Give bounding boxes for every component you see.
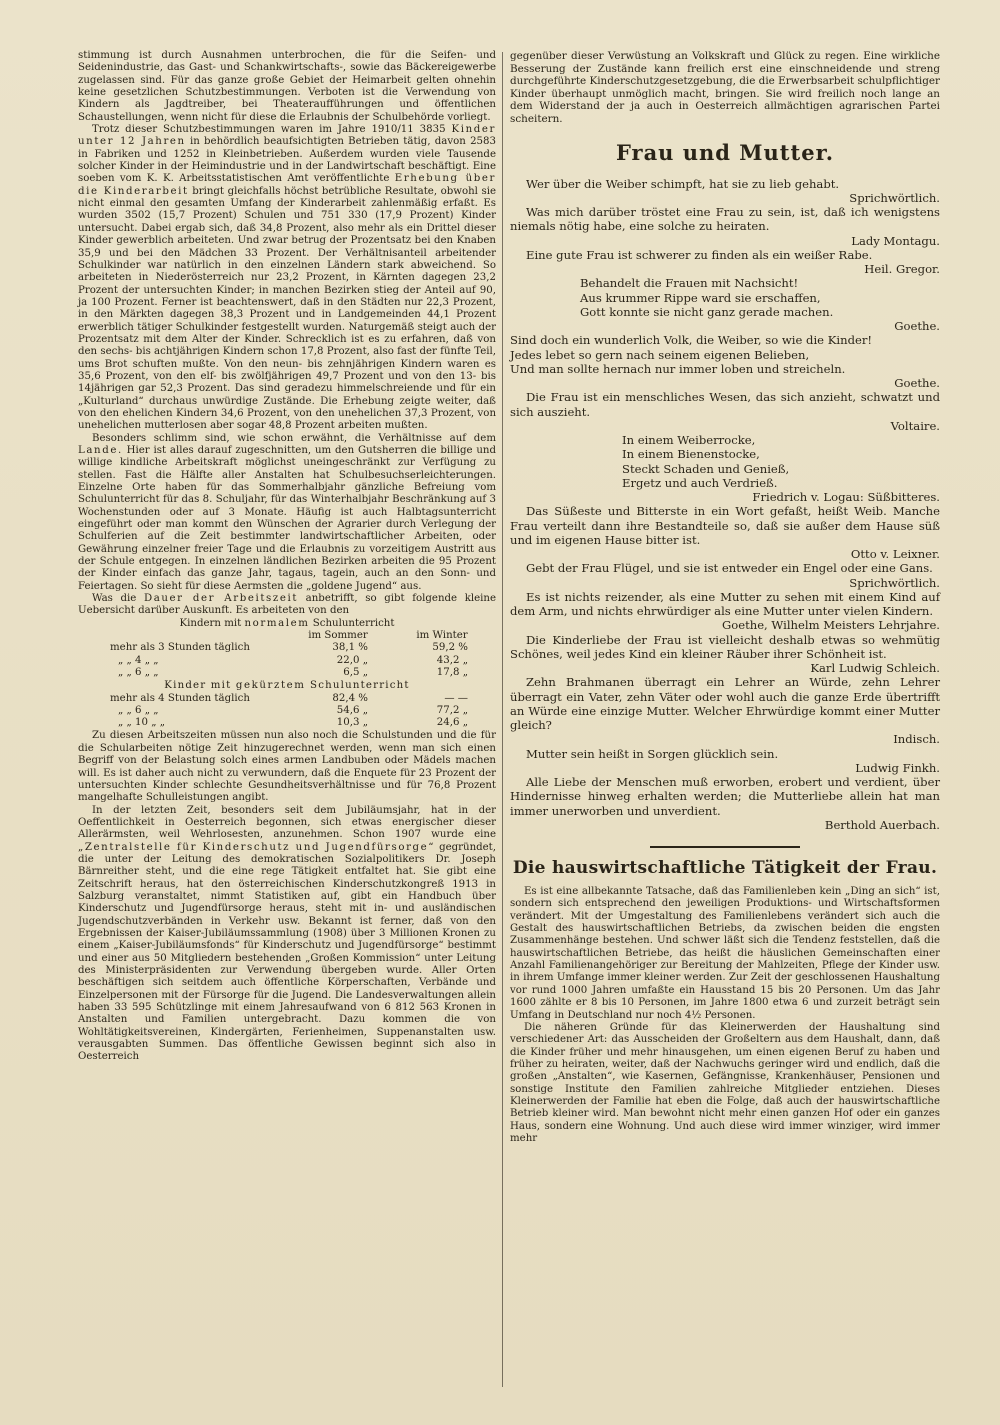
winter-value: — — — [444, 692, 468, 704]
quote-text: Wer über die Weiber schimpft, hat sie zu lieb gehabt. — [526, 176, 840, 191]
row-label: mehr als 4 Stunden täglich — [110, 692, 250, 704]
verse-line: Jedes lebet so gern nach seinem eigenen Belieben, — [510, 347, 810, 362]
verse-line: Und man sollte hernach nur immer loben und streicheln. — [510, 361, 846, 376]
article-paragraph — [78, 433, 496, 593]
quote-attribution: Goethe. — [894, 376, 940, 391]
emphasis-text: Kinder unter 12 Jahren — [78, 124, 496, 148]
quote-attribution: Sprichwörtlich. — [849, 190, 940, 205]
row-label: mehr als 3 Stunden täglich — [110, 642, 250, 654]
verse-line: In einem Weiberrocke, — [622, 433, 756, 448]
caption-text: Kindern mit — [179, 617, 242, 629]
table-header-cell — [78, 630, 288, 642]
emphasis-text: Erhebung über die Kinderarbeit — [78, 173, 496, 197]
verse-line: In einem Bienenstocke, — [622, 447, 760, 462]
text-run: anbetrifft, so gibt folgende kleine Uebersicht darüber Auskunft. Es arbeiteten von den — [78, 593, 496, 617]
emphasis-text: „Zentralstelle für Kinderschutz und Jugendfürsorge“ — [78, 841, 436, 853]
left-column — [78, 50, 496, 1064]
verse-block — [510, 433, 940, 490]
quote-attribution: Friedrich v. Logau: Süßbitteres. — [752, 490, 940, 505]
quote-text: Die Kinderliebe der Frau ist vielleicht deshalb etwas so wehmütig Schönes, weil jedes Kind ein kleiner Räuber ihrer Schönheit ist. — [510, 632, 940, 661]
article-paragraph — [78, 805, 496, 1064]
verse-line: Gott konnte sie nicht ganz gerade machen. — [580, 304, 834, 319]
article-paragraph: Zu diesen Arbeitszeiten müssen nun also noch die Schulstunden und die für die Schularbeiten nötige Zeit hinzugerechnet werden, wenn man sich einen Begriff von der Belastung solch eines armen Landbuben oder Mädels machen will. Es ist daher auch nicht zu verwundern, daß die Enquete für 23 Prozent der untersuchten Kinder schlechte Gesundheitsverhältnisse und für 76,8 Prozent mangelhafte Schulleistungen angibt. — [78, 730, 496, 804]
quote-attribution: Heil. Gregor. — [864, 262, 940, 277]
article-paragraph: Es ist eine allbekannte Tatsache, daß das Familienleben kein „Ding an sich“ ist, sondern sich entsprechend den jeweiligen Produktions- und Wirtschaftsformen verändert. Mit der Umgestaltung des Familienlebens verändert sich auch die Gestalt des hauswirtschaftlichen Betriebs, da zwischen beiden die engsten Zusammenhänge bestehen. Und schwer läßt sich die Tendenz feststellen, daß die hauswirtschaftlichen Betriebe, das heißt die häuslichen Gemeinschaften einer Anzahl Familienangehöriger zur Bereitung der Mahlzeiten, Pflege der Kinder usw. in ihrem Umfange immer kleiner werden. Zur Zeit der geschlossenen Haushaltung vor rund 1000 Jahren umfaßte ein Hausstand 15 bis 20 Personen. Um das Jahr 1600 zählte er 8 bis 10 Personen, im Jahre 1800 etwa 6 und zurzeit beträgt sein Umfang in Deutschland nur noch 4½ Personen. — [510, 886, 940, 1021]
winter-value: 77,2 „ — [436, 704, 468, 716]
table-caption — [78, 680, 496, 692]
row-label: „ „ 10 „ „ — [118, 717, 166, 729]
row-label: „ „ 4 „ „ — [118, 654, 159, 666]
section-title-frau-und-mutter: Frau und Mutter. — [615, 139, 835, 165]
row-label: „ „ 6 „ „ — [118, 667, 159, 678]
row-label: „ „ 6 „ „ — [118, 704, 159, 716]
quote-text: Mutter sein heißt in Sorgen glücklich sein. — [526, 746, 779, 761]
table-caption — [78, 618, 496, 630]
caption-text: Kinder mit — [164, 680, 232, 692]
table-header-row — [78, 630, 496, 642]
table-header-summer: im Sommer — [308, 630, 368, 642]
quote-attribution: Karl Ludwig Schleich. — [810, 661, 940, 676]
text-run: Besonders schlimm sind, wie schon erwähnt, die Verhältnisse auf dem — [92, 432, 496, 444]
quote-text: Gebt der Frau Flügel, und sie ist entweder ein Engel oder eine Gans. — [526, 561, 933, 576]
winter-value: 17,8 „ — [436, 667, 468, 678]
quote-attribution: Voltaire. — [890, 418, 940, 433]
caption-text: Schulunterricht — [312, 617, 395, 629]
text-run: bringt gleichfalls höchst betrübliche Resultate, obwohl sie nicht einmal den gesamten Umfang der Kinderarbeit zahlenmäßig erfaßt. Es wurden 3502 (15,7 Prozent) Schulen und 751 330 (17,9 Prozent) Kinder untersucht. Dabei ergab sich, daß 34,8 Prozent, also mehr als ein Drittel dieser Kinder gewerblich arbeiteten. Und zwar betrug der Prozentsatz bei den Knaben 35,9 und bei den Mädchen 33 Prozent. Der Verhältnisanteil arbeitender Schulkinder war natürlich in den einzelnen Ländern stark abweichend. So arbeiteten in Niederösterreich nur 23,2 Prozent, in Kärnten dagegen 23,2 Prozent der untersuchten Kinder; in manchen Bezirken stieg der Anteil auf 90, ja 100 Prozent. Ferner ist beachtenswert, daß in den Städten nur 22,3 Prozent, in den Märkten dagegen 38,3 Prozent und in Landgemeinden 44,1 Prozent erwerblich tätiger Schulkinder festgestellt wurden. Naturgemäß steigt auch der Prozentsatz mit dem Alter der Kinder. Schrecklich ist es zu erfahren, daß von den sechs- bis achtjährigen Kindern schon 17,8 Prozent, also fast der fünfte Teil, ums Brot schuften mußte. Von den neun- bis zehnjährigen Kindern waren es 35,6 Prozent, von den elf- bis zwölfjährigen 49,7 Prozent und von den 13- bis 14jährigen gar 52,3 Prozent. Das sind geradezu himmelschreiende und für ein „Kulturland“ durchaus unwürdige Zustände. Die Erhebung zeigte weiter, daß von den ehelichen Kindern 34,6 Prozent, von den unehelichen 37,3 Prozent, von unehelichen mutterlosen aber sogar 48,8 Prozent arbeiten mußten. — [78, 185, 496, 432]
caption-emphasis: gekürztem — [235, 680, 306, 692]
table-row — [78, 667, 496, 679]
article-paragraph — [78, 124, 496, 433]
caption-text: Schulunterricht — [310, 680, 410, 692]
article-paragraph — [78, 593, 496, 618]
article-paragraph: stimmung ist durch Ausnahmen unterbrochen, die für die Seifen- und Seidenindustrie, das Gast- und Schankwirtschafts-, sowie das Bäckereigewerbe zugelassen sind. Für das ganze große Gebiet der Heimarbeit gelten ohnehin keine gesetzlichen Schutzbestimmungen. Verboten ist die Verwendung von Kindern als Jagdtreiber, bei Theateraufführungen und öffentlichen Schaustellungen, wenn nicht für diese die Erlaubnis der Schulbehörde vorliegt. — [78, 50, 496, 123]
summer-value: 10,3 „ — [336, 717, 368, 729]
text-run: Hier ist alles darauf zugeschnitten, um den Gutsherren die billige und willige kindliche Arbeitskraft möglichst uneingeschränkt zur Verfügung zu stellen. Fast die Hälfte aller Anstalten hat Schulbesuchserleichterungen. Einzelne Orte haben für das Sommerhalbjahr gänzliche Befreiung vom Schulunterricht für das 8. Schuljahr, für das Winterhalbjahr Beschränkung auf 3 Wochenstunden oder auf 3 Monate. Häufig ist auch Halbtagsunterricht eingeführt oder man kommt den Wünschen der Agrarier durch Verlegung der Schulferien auf die Zeit bestimmter landwirtschaftlicher Arbeiten, oder Gewährung einzelner freier Tage und die Erlaubnis zu vorzeitigem Austritt aus der Schule entgegen. In einzelnen ländlichen Bezirken arbeiten die 95 Prozent der Kinder einfach das ganze Jahr, tagaus, tagein, auch an den Sonn- und Feiertagen. So sieht für diese Aermsten die „goldene Jugend“ aus. — [78, 445, 496, 592]
winter-value: 24,6 „ — [436, 717, 468, 729]
article-continuation: gegenüber dieser Verwüstung an Volkskraft und Glück zu regen. Eine wirkliche Besserung der Zustände kann freilich erst eine einschneidende und streng durchgeführte Kinderschutzgesetzgebung, die die Erwerbsarbeit schulpflichtiger Kinder überhaupt unmöglich macht, bringen. Sie wird freilich noch lange an dem Widerstand der ja auch in Oesterreich allmächtigen agrarischen Partei scheitern. — [510, 50, 940, 125]
verse-line: Steckt Schaden und Genieß, — [622, 461, 790, 476]
summer-value: 6,5 „ — [343, 667, 368, 678]
text-run: gegründet, die unter der Leitung des demokratischen Sozialpolitikers Dr. Joseph Bärnreither steht, und die eine rege Tätigkeit entfaltet hat. Sie gibt eine Zeitschrift heraus, hat den österreichischen Kinderschutzkongreß 1913 in Salzburg veranstaltet, nimmt Statistiken auf, gibt ein Handbuch über Kinderschutz und Jugendfürsorge heraus, steht mit in- und ausländischen Jugendschutzverbänden in Verkehr usw. Bekannt ist ferner, daß von den Ergebnissen der Kaiser-Jubiläumssammlung (1908) über 3 Millionen Kronen zu einem „Kaiser-Jubiläumsfonds“ für Kinderschutz und Jugendfürsorge“ bestimmt und einer aus 50 Mitgliedern bestehenden „Großen Kommission“ unter Leitung des Ministerpräsidenten zur Verwendung übergeben wurde. Aller Orten beschäftigen sich seitdem auch öffentliche Körperschaften, Verbände und Einzelpersonen mit der Fürsorge für die Jugend. Die Landesverwaltungen allein haben 33 595 Schützlinge mit einem Jahresaufwand von 6 812 563 Kronen in Anstalten und Familien untergebracht. Dazu kommen die von Wohltätigkeitsvereinen, Kindergärten, Ferienheimen, Suppenanstalten usw. verausgabten Summen. Das öffentliche Gewissen beginnt sich also in Oesterreich — [78, 841, 497, 1063]
quote-attribution: Sprichwörtlich. — [849, 575, 940, 590]
text-run: Trotz dieser Schutzbestimmungen waren im Jahre 1910/11 3835 — [92, 124, 446, 136]
verse-line: Ergetz und auch Verdrieß. — [622, 475, 778, 490]
text-run: In der letzten Zeit, besonders seit dem Jubiläumsjahr, hat in der Oeffentlichkeit in Oesterreich begonnen, sich etwas energischer dieser Allerärmsten, weil Wehrlosesten, anzunehmen. Schon 1907 wurde eine — [78, 804, 496, 841]
table-header-winter: im Winter — [416, 630, 468, 642]
section-title-hauswirtschaft: Die hauswirtschaftliche Tätigkeit der Frau. — [512, 858, 938, 879]
table-row — [78, 717, 496, 729]
quote-text: Die Frau ist ein menschliches Wesen, das sich anzieht, schwatzt und sich auszieht. — [510, 390, 940, 419]
quote-attribution: Goethe. — [894, 319, 940, 334]
table-row — [78, 655, 496, 667]
quote-attribution: Berthold Auerbach. — [824, 817, 940, 832]
column-divider — [502, 52, 503, 1387]
quote-attribution: Ludwig Finkh. — [855, 760, 940, 775]
summer-value: 82,4 % — [332, 692, 368, 704]
winter-value: 43,2 „ — [436, 654, 468, 666]
emphasis-text: Dauer der Arbeitszeit — [143, 593, 299, 605]
summer-value: 22,0 „ — [336, 654, 368, 666]
table-row — [78, 693, 496, 705]
emphasis-text: Lande. — [78, 445, 123, 456]
quote-text: Das Süßeste und Bitterste in ein Wort gefaßt, heißt Weib. Manche Frau verteilt dann ihre Bestandteile so, daß sie außer dem Hause süß und im eigenen Hause bitter ist. — [510, 504, 940, 547]
quote-attribution: Indisch. — [893, 732, 940, 747]
text-run: Was die — [92, 593, 137, 605]
quote-attribution: Otto v. Leixner. — [850, 547, 940, 562]
verse-block — [510, 276, 940, 319]
right-column — [510, 50, 940, 1145]
quote-text: Alle Liebe der Menschen muß erworben, erobert und verdient, über Hindernisse hinweg erhalten werden; die Mutterliebe allein hat man immer unerworben und unverdient. — [510, 775, 940, 818]
quote-attribution: Goethe, Wilhelm Meisters Lehrjahre. — [721, 618, 940, 633]
table-row — [78, 642, 496, 654]
verse-line: Sind doch ein wunderlich Volk, die Weiber, so wie die Kinder! — [510, 333, 873, 348]
verse-line: Behandelt die Frauen mit Nachsicht! — [580, 276, 799, 291]
summer-value: 38,1 % — [332, 642, 368, 654]
quote-text: Was mich darüber tröstet eine Frau zu sein, ist, daß ich wenigstens niemals nötig habe, eine solche zu heiraten. — [510, 205, 940, 234]
quote-attribution: Lady Montagu. — [851, 233, 940, 248]
article-paragraph: Die näheren Gründe für das Kleinerwerden der Haushaltung sind verschiedener Art: das Ausscheiden der Großeltern aus dem Haushalt, dann, daß die Kinder früher und mehr hinausgehen, um einen eigenen Beruf zu haben und früher zu heiraten, weiter, daß der Nachwuchs geringer wird und endlich, daß die großen „Anstalten“, wie Kasernen, Gefängnisse, Krankenhäuser, Pensionen und sonstige Institute den Familien zahlreiche Mitglieder entziehen. Dieses Kleinerwerden der Familie hat eben die Folge, daß auch der hauswirtschaftliche Betrieb kleiner wird. Man bewohnt nicht mehr einen ganzen Hof oder ein ganzes Haus, sondern eine Wohnung. Und auch diese wird immer winziger, wird immer mehr — [510, 1021, 940, 1144]
winter-value: 59,2 % — [432, 642, 468, 654]
caption-emphasis: normalem — [244, 617, 310, 629]
working-hours-table — [78, 630, 496, 679]
verse-line: Aus krummer Rippe ward sie erschaffen, — [580, 290, 821, 305]
verse-block — [510, 333, 940, 376]
working-hours-table-reduced — [78, 693, 496, 730]
quote-text: Es ist nichts reizender, als eine Mutter zu sehen mit einem Kind auf dem Arm, und nichts ehrwürdiger als eine Mutter unter vielen Kindern. — [510, 589, 940, 619]
quote-text: Zehn Brahmanen überragt ein Lehrer an Würde, zehn Lehrer überragt ein Vater, zehn Väter oder wohl auch die ganze Erde übertrifft an Würde eine einzige Mutter. Welcher Ehrwürdige kommt einer Mutter gleich? — [510, 675, 940, 733]
quote-text: Eine gute Frau ist schwerer zu finden als ein weißer Rabe. — [526, 247, 873, 262]
text-run: in behördlich beaufsichtigten Betrieben tätig, davon 2583 in Fabriken und 1252 in Kleinbetrieben. Außerdem wurden viele Tausende solcher Kinder in der Heimindustrie und in der Landwirtschaft beschäftigt. Eine soeben vom K. K. Arbeitsstatistischen Amt veröffentlichte — [78, 136, 496, 185]
table-row — [78, 705, 496, 717]
section-separator — [650, 846, 800, 848]
summer-value: 54,6 „ — [336, 704, 368, 716]
